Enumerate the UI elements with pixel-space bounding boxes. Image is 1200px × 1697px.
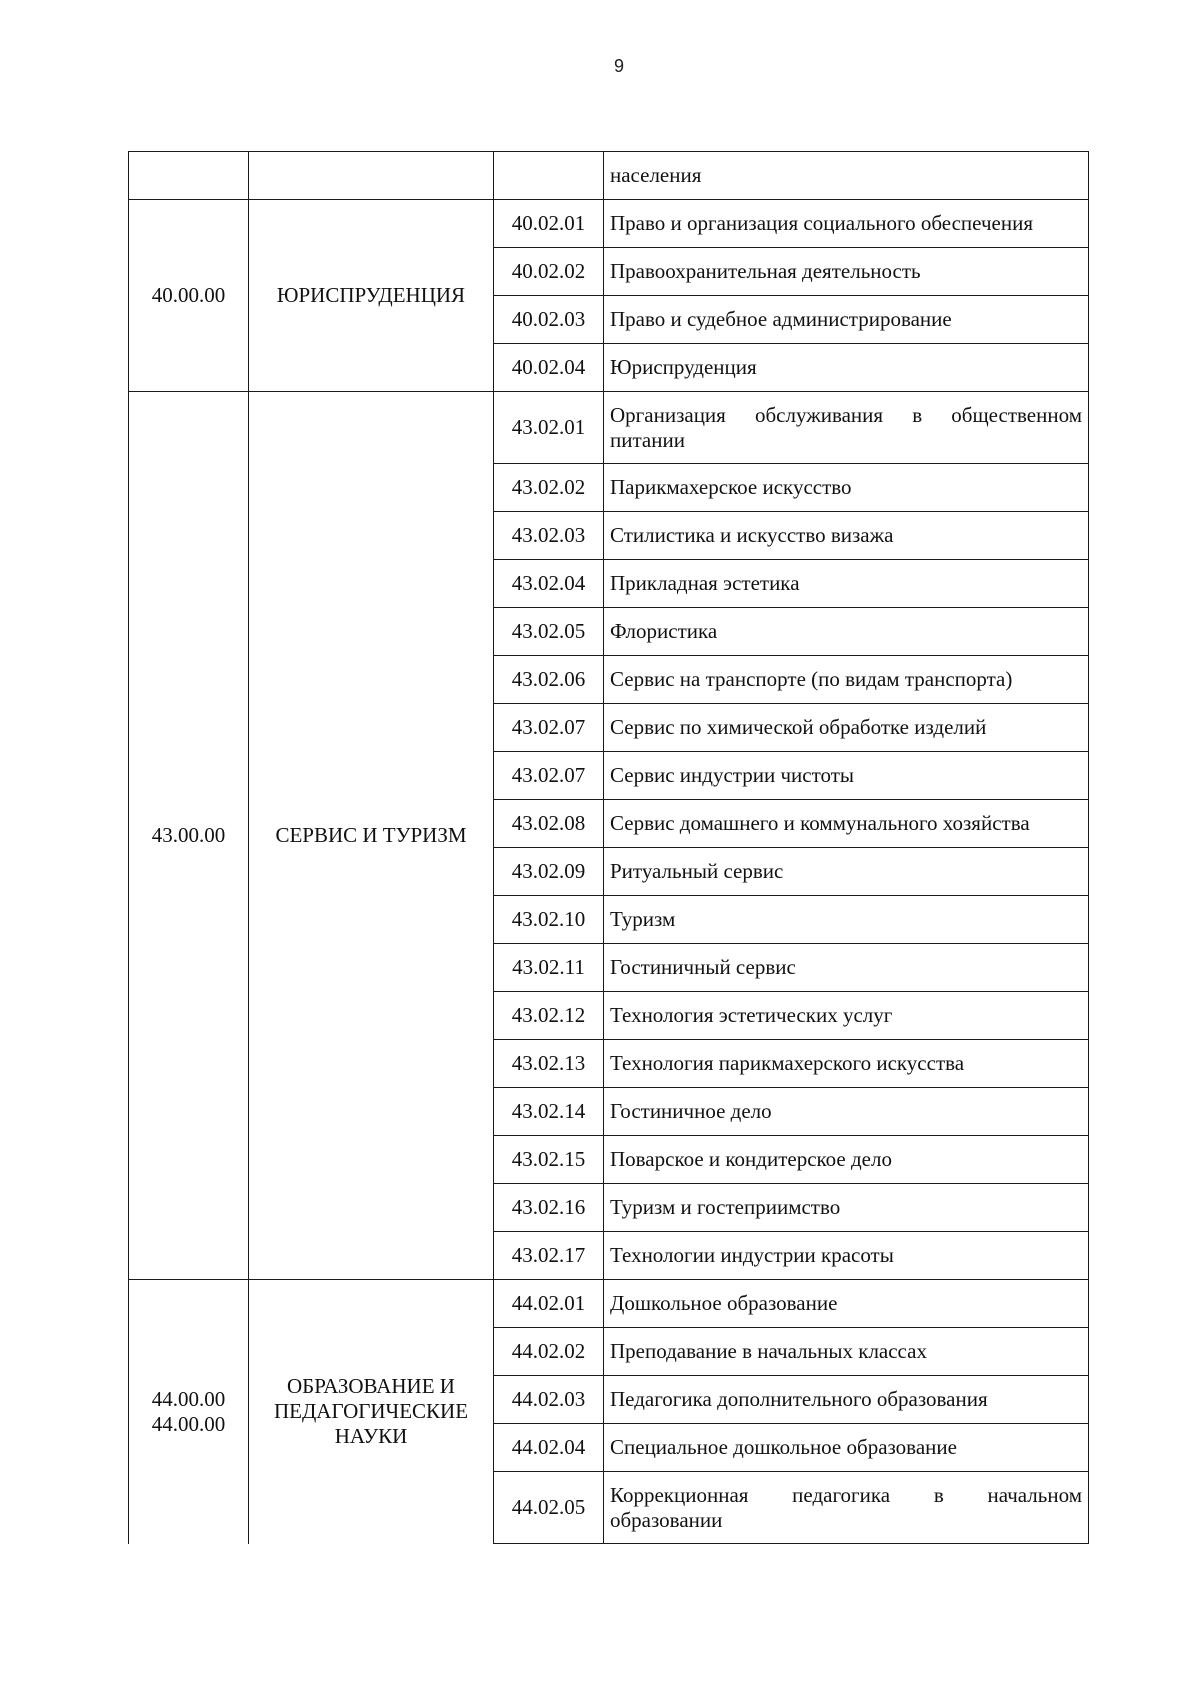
specialty-name: Гостиничный сервис bbox=[604, 944, 1089, 992]
specialty-code: 40.02.01 bbox=[494, 200, 604, 248]
group-code-cell bbox=[129, 1280, 249, 1544]
table-row bbox=[129, 152, 1089, 200]
specialty-name: Сервис индустрии чистоты bbox=[604, 752, 1089, 800]
specialty-name: Поварское и кондитерское дело bbox=[604, 1136, 1089, 1184]
specialty-name: Гостиничное дело bbox=[604, 1088, 1089, 1136]
specialty-code: 43.02.14 bbox=[494, 1088, 604, 1136]
group-code-cell bbox=[129, 152, 249, 200]
specialty-code: 40.02.04 bbox=[494, 344, 604, 392]
specialty-name: Туризм и гостеприимство bbox=[604, 1184, 1089, 1232]
group-code: 44.00.00 44.00.00 bbox=[151, 1386, 226, 1436]
specialty-code: 43.02.02 bbox=[494, 464, 604, 512]
specialty-code: 43.02.05 bbox=[494, 608, 604, 656]
specialty-name: Туризм bbox=[604, 896, 1089, 944]
specialty-name: Ритуальный сервис bbox=[604, 848, 1089, 896]
group-name: СЕРВИС И ТУРИЗМ bbox=[275, 823, 467, 847]
specialty-code: 43.02.08 bbox=[494, 800, 604, 848]
specialty-name: Флористика bbox=[604, 608, 1089, 656]
specialty-name: Преподавание в начальных классах bbox=[604, 1328, 1089, 1376]
table-row bbox=[129, 200, 1089, 248]
specialty-name: Стилистика и искусство визажа bbox=[604, 512, 1089, 560]
specialty-code: 43.02.06 bbox=[494, 656, 604, 704]
specialty-name: Дошкольное образование bbox=[604, 1280, 1089, 1328]
specialty-name: Правоохранительная деятельность bbox=[604, 248, 1089, 296]
group-code-cell bbox=[129, 200, 249, 392]
specialty-code: 43.02.15 bbox=[494, 1136, 604, 1184]
specialty-name: Технологии индустрии красоты bbox=[604, 1232, 1089, 1280]
group-name: ОБРАЗОВАНИЕ И ПЕДАГОГИЧЕСКИЕ НАУКИ bbox=[273, 1374, 469, 1449]
specialty-code: 43.02.07 bbox=[494, 752, 604, 800]
specialty-name: Парикмахерское искусство bbox=[604, 464, 1089, 512]
specialty-code: 43.02.04 bbox=[494, 560, 604, 608]
specialty-code: 44.02.03 bbox=[494, 1376, 604, 1424]
specialty-code: 44.02.02 bbox=[494, 1328, 604, 1376]
specialty-code: 43.02.10 bbox=[494, 896, 604, 944]
specialty-code: 43.02.12 bbox=[494, 992, 604, 1040]
specialty-code: 43.02.07 bbox=[494, 704, 604, 752]
specialty-code: 44.02.01 bbox=[494, 1280, 604, 1328]
group-name: ЮРИСПРУДЕНЦИЯ bbox=[276, 283, 466, 307]
specialty-name: Коррекционная педагогика в начальном образовании bbox=[604, 1472, 1089, 1544]
page-number: 9 bbox=[613, 56, 624, 76]
table-row bbox=[129, 392, 1089, 464]
group-name-cell bbox=[249, 1280, 494, 1544]
group-name-cell bbox=[249, 152, 494, 200]
specialty-code: 43.02.11 bbox=[494, 944, 604, 992]
group-code: 43.00.00 bbox=[151, 823, 226, 847]
group-code: 40.00.00 bbox=[151, 283, 226, 307]
group-name-cell bbox=[249, 200, 494, 392]
specialties-table bbox=[128, 151, 1089, 1544]
specialty-code bbox=[494, 152, 604, 200]
specialty-code: 43.02.09 bbox=[494, 848, 604, 896]
specialty-code: 44.02.05 bbox=[494, 1472, 604, 1544]
table-row bbox=[129, 1280, 1089, 1328]
specialty-code: 40.02.02 bbox=[494, 248, 604, 296]
specialty-name: населения bbox=[604, 152, 1089, 200]
specialty-code: 44.02.04 bbox=[494, 1424, 604, 1472]
specialties-table-body bbox=[129, 152, 1089, 1544]
specialty-name: Специальное дошкольное образование bbox=[604, 1424, 1089, 1472]
specialty-name: Технология эстетических услуг bbox=[604, 992, 1089, 1040]
group-code-cell bbox=[129, 392, 249, 1280]
specialty-code: 43.02.01 bbox=[494, 392, 604, 464]
group-name-cell bbox=[249, 392, 494, 1280]
specialty-code: 43.02.16 bbox=[494, 1184, 604, 1232]
specialty-name: Сервис домашнего и коммунального хозяйства bbox=[604, 800, 1089, 848]
specialty-name: Сервис на транспорте (по видам транспорта) bbox=[604, 656, 1089, 704]
specialty-code: 43.02.03 bbox=[494, 512, 604, 560]
specialty-code: 40.02.03 bbox=[494, 296, 604, 344]
specialty-name: Организация обслуживания в общественном питании bbox=[604, 392, 1089, 464]
specialty-name: Технология парикмахерского искусства bbox=[604, 1040, 1089, 1088]
specialty-name: Сервис по химической обработке изделий bbox=[604, 704, 1089, 752]
specialty-code: 43.02.17 bbox=[494, 1232, 604, 1280]
specialty-name: Юриспруденция bbox=[604, 344, 1089, 392]
specialty-code: 43.02.13 bbox=[494, 1040, 604, 1088]
specialty-name: Педагогика дополнительного образования bbox=[604, 1376, 1089, 1424]
specialty-name: Право и организация социального обеспечения bbox=[604, 200, 1089, 248]
specialty-name: Прикладная эстетика bbox=[604, 560, 1089, 608]
specialty-name: Право и судебное администрирование bbox=[604, 296, 1089, 344]
